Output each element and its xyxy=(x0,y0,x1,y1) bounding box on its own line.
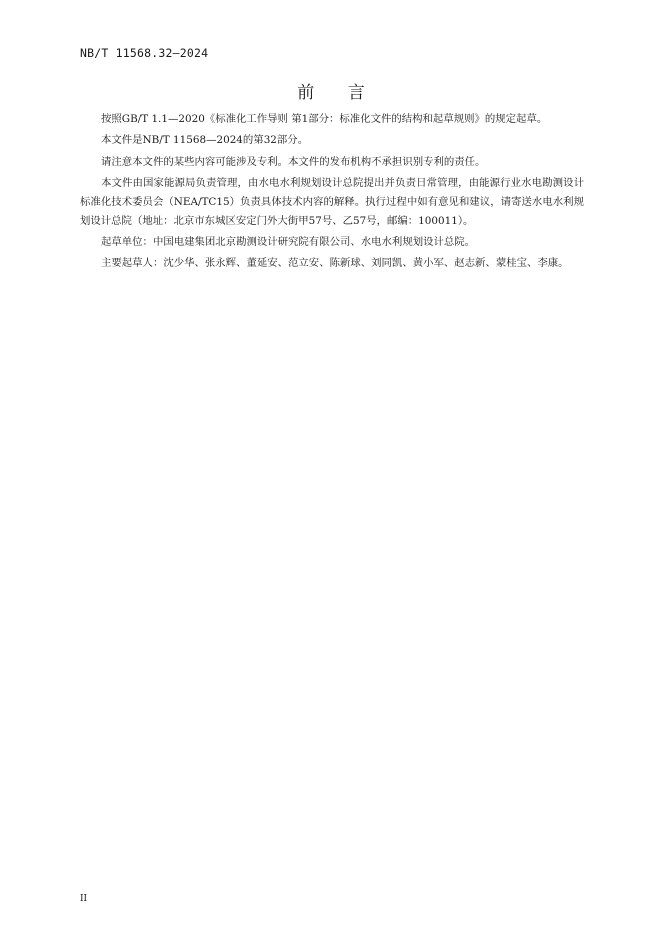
paragraph-patent-notice: 请注意本文件的某些内容可能涉及专利。本文件的发布机构不承担识别专利的责任。 xyxy=(101,155,486,168)
paragraph-drafting-units: 起草单位：中国电建集团北京勘测设计研究院有限公司、水电水利规划设计总院。 xyxy=(101,235,476,248)
standard-code: NB/T 11568.32—2024 xyxy=(80,46,209,60)
page-title: 前 言 xyxy=(297,83,379,103)
paragraph-drafting-rules: 按照GB/T 1.1—2020《标准化工作导则 第1部分：标准化文件的结构和起草规则》的规定起草。 xyxy=(101,113,548,125)
foreword-body xyxy=(80,110,584,276)
page-number: II xyxy=(80,894,88,904)
paragraph-management: 本文件由国家能源局负责管理，由水电水利规划设计总院提出并负责日常管理，由能源行业水电勘测设计标准化技术委员会（NEA/TC15）负责具体技术内容的解释。执行过程中如有意见和建议，请寄送水电水利规划设计总院（地址：北京市东城区安定门外大街甲57号、乙57号，邮编：100011）。 xyxy=(80,177,584,227)
paragraph-main-drafters: 主要起草人：沈少华、张永辉、董延安、范立安、陈新球、刘同凯、黄小军、赵志新、蒙桂宝、李康。 xyxy=(101,257,569,270)
paragraph-part-number: 本文件是NB/T 11568—2024的第32部分。 xyxy=(101,134,309,147)
